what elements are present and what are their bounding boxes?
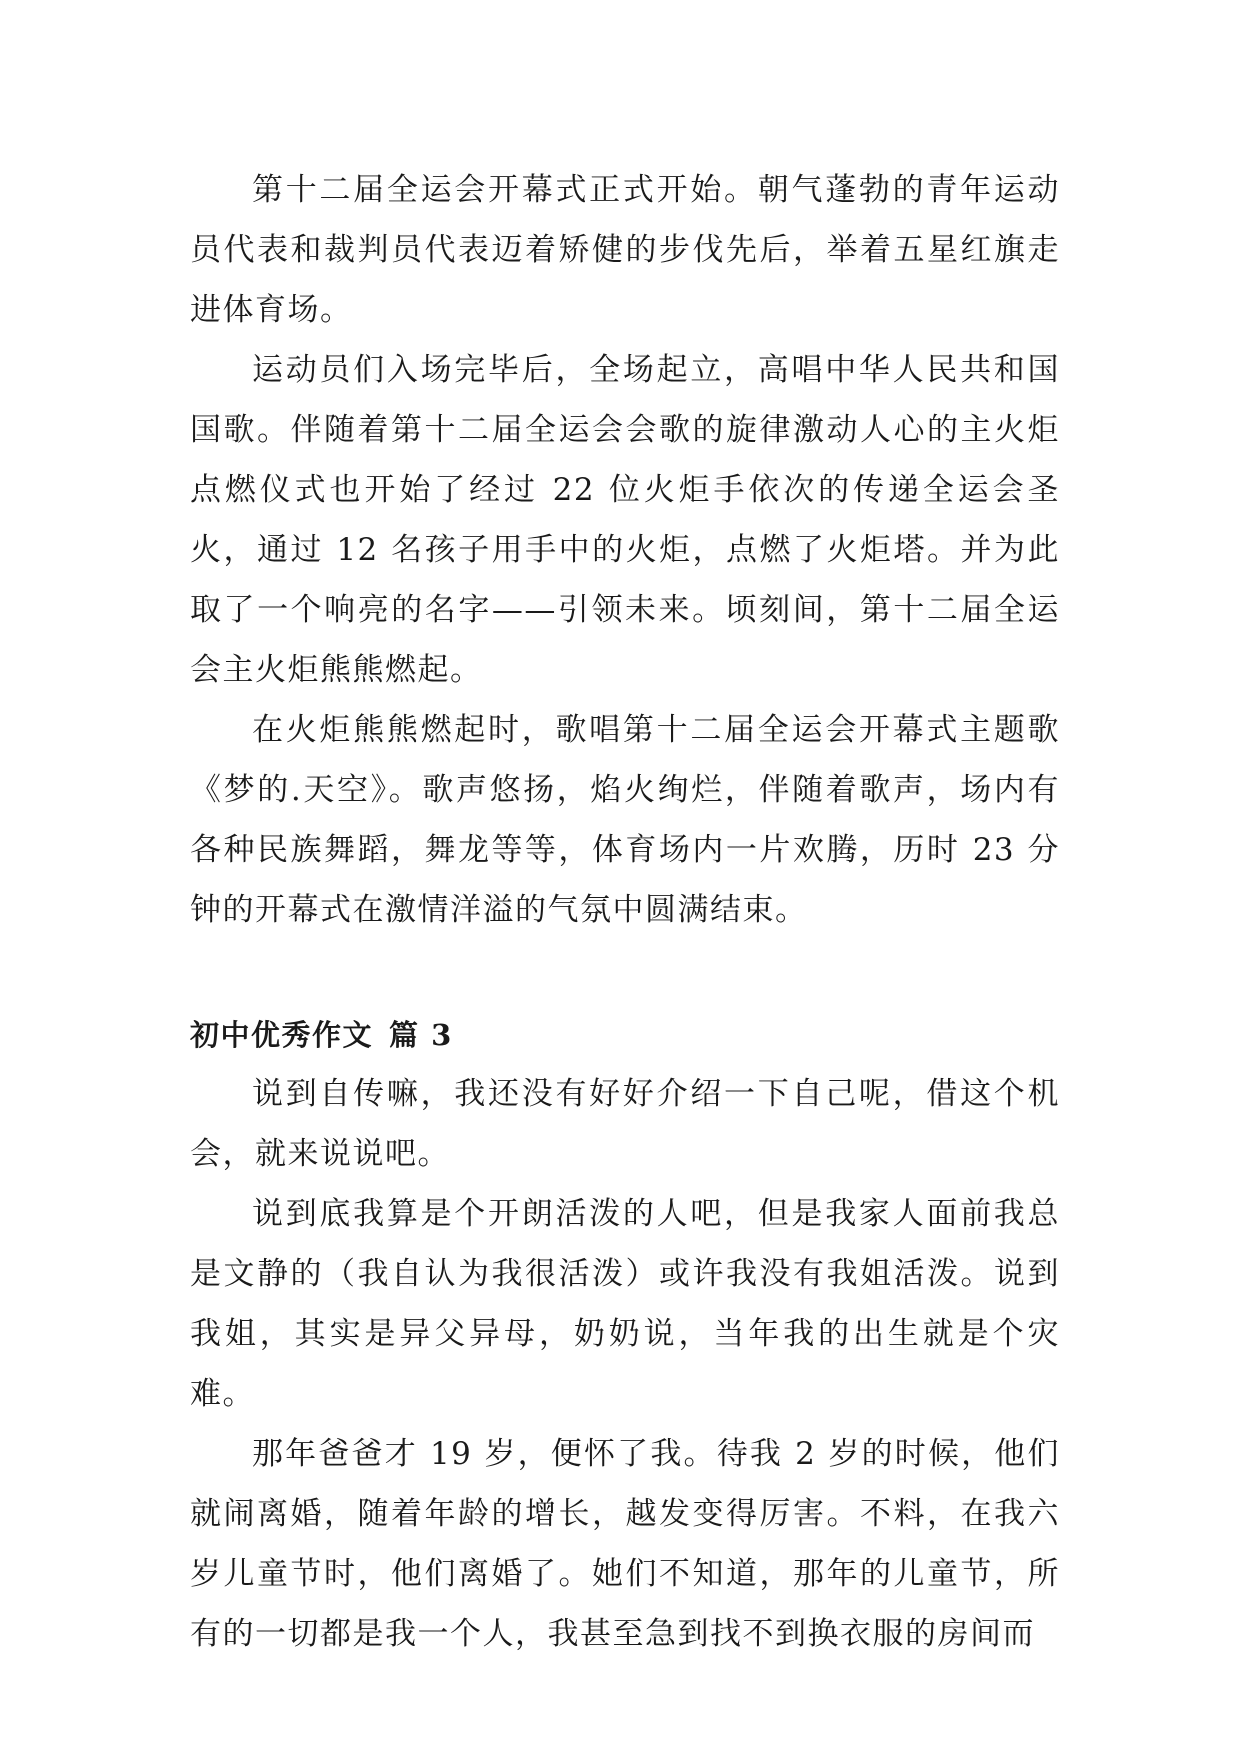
- paragraph-family-story: 那年爸爸才 19 岁，便怀了我。待我 2 岁的时候，他们就闹离婚，随着年龄的增长，越发变得厉害。不料，在我六岁儿童节时，他们离婚了。她们不知道，那年的儿童节，所有的一切都是我一个人，我甚至急到找不到换衣服的房间而: [190, 1436, 1060, 1652]
- document-body: [190, 160, 1060, 1664]
- paragraph-theme-song: 在火炬熊熊燃起时，歌唱第十二届全运会开幕式主题歌《梦的.天空》。歌声悠扬，焰火绚烂，伴随着歌声，场内有各种民族舞蹈，舞龙等等，体育场内一片欢腾，历时 23 分钟的开幕式在激情洋溢的气氛中圆满结束。: [190, 712, 1060, 928]
- paragraph-personality: 说到底我算是个开朗活泼的人吧，但是我家人面前我总是文静的（我自认为我很活泼）或许我没有我姐活泼。说到我姐，其实是异父异母，奶奶说，当年我的出生就是个灾难。: [190, 1196, 1060, 1412]
- paragraph-torch-lighting: 运动员们入场完毕后，全场起立，高唱中华人民共和国国歌。伴随着第十二届全运会会歌的旋律激动人心的主火炬点燃仪式也开始了经过 22 位火炬手依次的传递全运会圣火，通过 12 名孩子用手中的火炬，点燃了火炬塔。并为此取了一个响亮的名字——引领未来。顷刻间，第十二届全运会主火炬熊熊燃起。: [190, 352, 1060, 688]
- paragraph-autobiography-intro: 说到自传嘛，我还没有好好介绍一下自己呢，借这个机会，就来说说吧。: [190, 1076, 1060, 1172]
- paragraph-opening-ceremony: 第十二届全运会开幕式正式开始。朝气蓬勃的青年运动员代表和裁判员代表迈着矫健的步伐先后，举着五星红旗走进体育场。: [190, 172, 1060, 328]
- essay-heading-title: 初中优秀作文: [190, 1018, 374, 1052]
- essay-heading-number: 篇 3: [389, 1018, 453, 1052]
- essay-heading: [190, 1006, 1060, 1064]
